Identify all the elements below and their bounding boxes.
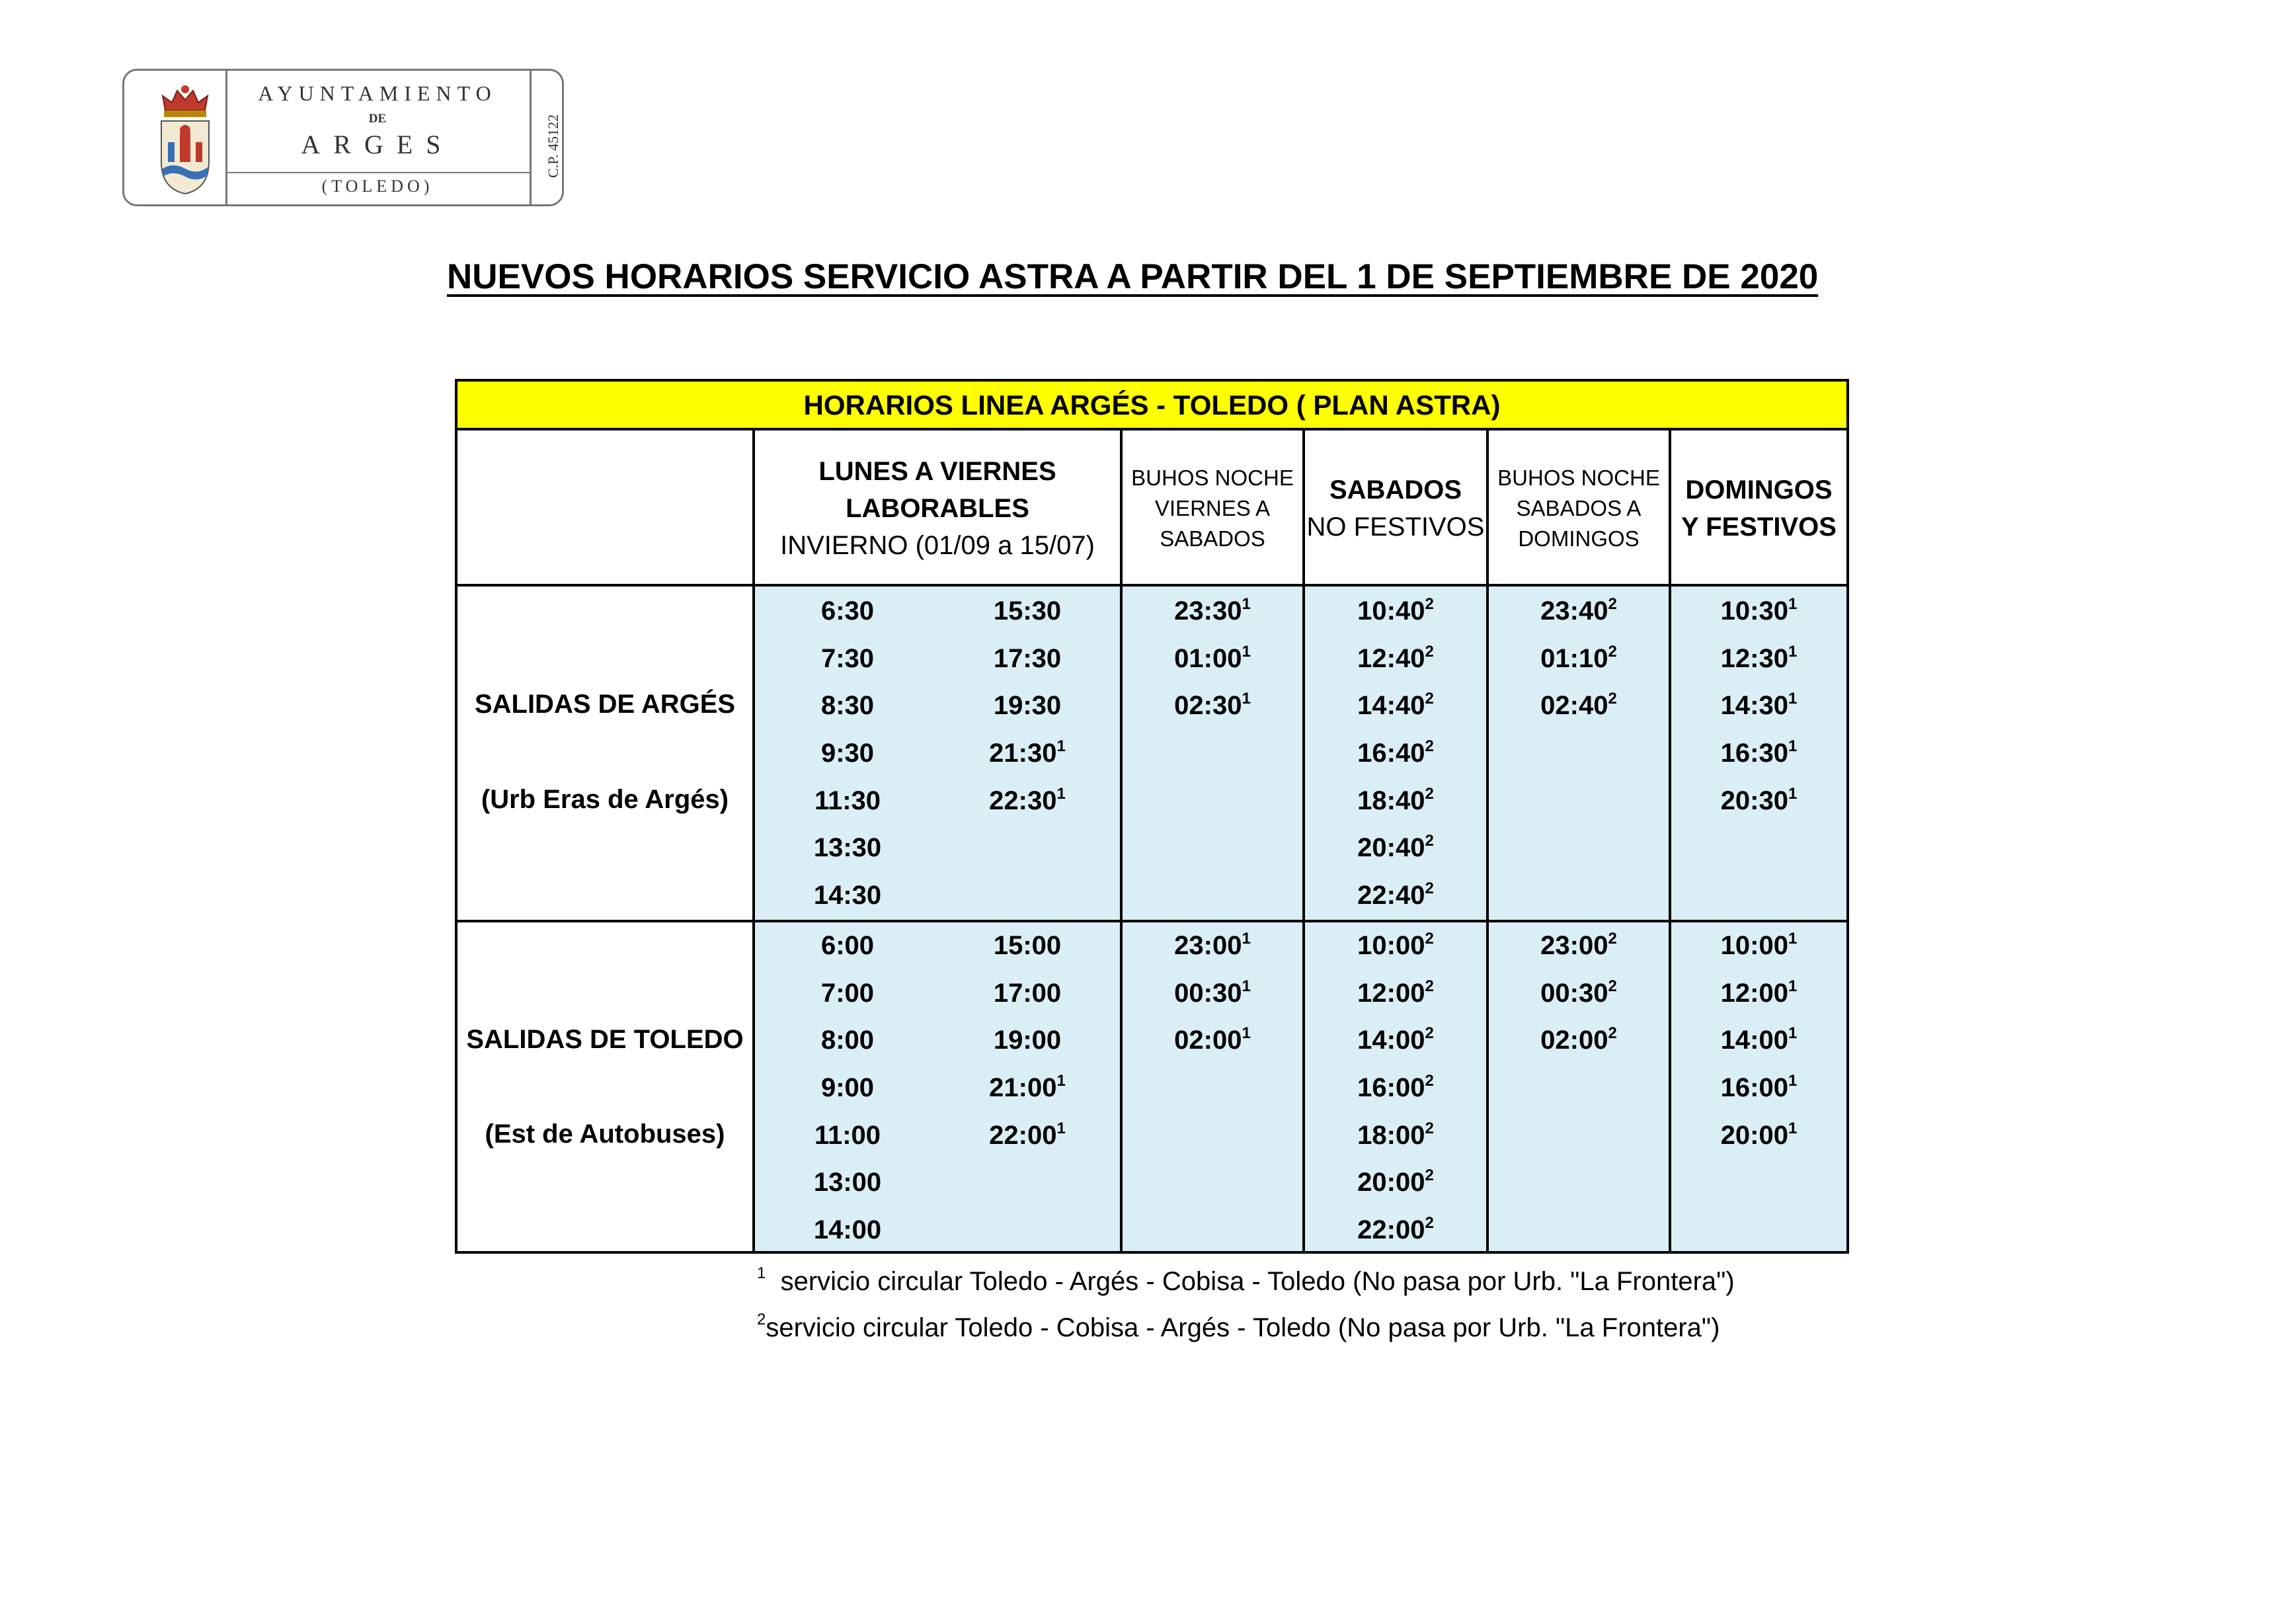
header-buhos-saturday: BUHOS NOCHE SABADOS A DOMINGOS	[1497, 466, 1660, 551]
section-label-arges: SALIDAS DE ARGÉS	[474, 690, 736, 719]
times-buhos-friday	[1123, 922, 1302, 1065]
departure-time: $02:30^1$	[1174, 690, 1251, 721]
departure-time: $16:00^2$	[1357, 1072, 1434, 1103]
footnote-text: servicio circular Toledo - Cobisa - Argés - Toledo (No pasa por Urb. "La Frontera")	[766, 1313, 1720, 1342]
footnote-mark: 1	[1788, 737, 1798, 756]
departure-time: $18:00^2$	[1357, 1119, 1434, 1150]
times-sunday	[1671, 922, 1846, 1159]
departure-time: 13:30	[813, 833, 882, 863]
times-buhos-saturday	[1489, 922, 1669, 1065]
departure-time: $23:00^1$	[1174, 930, 1251, 960]
departure-time: 15:30	[993, 596, 1062, 626]
footnote-1	[757, 1264, 1735, 1297]
departure-time: 14:30	[813, 881, 882, 911]
departure-time: 8:00	[820, 1026, 875, 1055]
timetable	[455, 379, 1849, 1254]
footnote-mark: 1	[1242, 1024, 1251, 1043]
departure-time: $12:00^1$	[1720, 977, 1798, 1008]
departure-time: $16:00^1$	[1720, 1072, 1798, 1103]
departure-time: 15:00	[993, 931, 1062, 960]
times-weekday-b	[948, 588, 1107, 825]
departure-time: $10:40^2$	[1357, 595, 1434, 626]
letterhead	[122, 69, 564, 206]
departure-time: $23:00^2$	[1540, 930, 1617, 960]
section-sublabel-arges: (Urb Eras de Argés)	[481, 785, 729, 814]
departure-time: 6:00	[820, 931, 875, 960]
departure-time: $20:00^2$	[1357, 1166, 1434, 1198]
departure-time: $14:40^2$	[1357, 690, 1434, 721]
times-weekday-b	[948, 922, 1107, 1159]
departure-time: $22:00^1$	[989, 1119, 1066, 1150]
footnote-mark: 2	[1425, 737, 1434, 756]
footnote-mark: 1	[1242, 690, 1251, 708]
header-sunday: DOMINGOS Y FESTIVOS	[1681, 475, 1837, 542]
footnote-mark: 1	[1788, 1119, 1798, 1137]
footnote-mark: 1	[1242, 930, 1251, 948]
footnote-mark: 2	[1425, 930, 1434, 948]
coat-of-arms-icon	[153, 83, 217, 196]
page-title: NUEVOS HORARIOS SERVICIO ASTRA A PARTIR DEL 1 DE SEPTIEMBRE DE 2020	[447, 257, 1819, 296]
row-label-column	[457, 587, 752, 1251]
footnote-mark: 1	[1788, 1072, 1798, 1090]
departure-time: $12:00^2$	[1357, 977, 1434, 1008]
departure-time: $21:00^1$	[989, 1072, 1066, 1103]
departure-time: 7:00	[820, 978, 875, 1008]
footnote-mark: 2	[1425, 832, 1434, 850]
footnote-mark: 1	[1056, 1072, 1066, 1090]
times-weekday-a	[768, 922, 927, 1254]
footnote-mark: 2	[1425, 1166, 1434, 1185]
times-saturday	[1305, 588, 1486, 920]
footnote-mark: 2	[1425, 1119, 1434, 1137]
times-saturday	[1305, 922, 1486, 1254]
departure-time: 9:30	[820, 739, 875, 768]
departure-time: $12:40^2$	[1357, 642, 1434, 673]
departure-time: $00:30^2$	[1540, 977, 1617, 1008]
footnote-mark: 2	[757, 1311, 766, 1328]
footnote-mark: 2	[1608, 977, 1617, 995]
departure-time: $16:40^2$	[1357, 737, 1434, 768]
letterhead-rule	[225, 172, 530, 173]
departure-time: $18:40^2$	[1357, 784, 1434, 815]
departure-time: $20:30^1$	[1720, 784, 1798, 815]
departure-time: 8:30	[820, 691, 875, 721]
departure-time: $10:30^1$	[1720, 595, 1798, 626]
departure-time: $10:00^1$	[1720, 930, 1798, 960]
departure-time: $23:40^2$	[1540, 595, 1617, 626]
departure-time: $02:00^2$	[1540, 1024, 1617, 1055]
header-buhos-friday: BUHOS NOCHE VIERNES A SABADOS	[1131, 466, 1294, 551]
departure-time: $00:30^1$	[1174, 977, 1251, 1008]
postal-code: C.P. 45122	[545, 114, 561, 178]
departure-time: 17:00	[993, 978, 1062, 1008]
footnote-mark: 2	[1608, 690, 1617, 708]
footnote-mark: 2	[1425, 784, 1434, 803]
departure-time: 11:00	[814, 1120, 881, 1150]
departure-time: 14:00	[813, 1215, 882, 1245]
departure-time: $01:10^2$	[1540, 642, 1617, 673]
footnote-mark: 1	[1788, 930, 1798, 948]
footnote-mark: 2	[1425, 1024, 1434, 1043]
footnote-mark: 1	[1242, 977, 1251, 995]
departure-time: $12:30^1$	[1720, 642, 1798, 673]
times-buhos-friday	[1123, 588, 1302, 730]
footnote-mark: 1	[1788, 1024, 1798, 1043]
letterhead-divider	[530, 71, 532, 204]
letterhead-line4: (TOLEDO)	[321, 177, 434, 196]
departure-time: $22:30^1$	[989, 784, 1066, 815]
footnote-mark: 2	[1425, 1072, 1434, 1090]
departure-time: $21:30^1$	[989, 737, 1066, 768]
letterhead-line3: ARGES	[301, 130, 454, 159]
footnote-mark: 2	[1425, 977, 1434, 995]
departure-time: $22:00^2$	[1357, 1214, 1434, 1245]
footnote-mark: 2	[1425, 642, 1434, 661]
footnote-mark: 2	[1425, 595, 1434, 613]
times-buhos-saturday	[1489, 588, 1669, 730]
footnote-text: servicio circular Toledo - Argés - Cobisa - Toledo (No pasa por Urb. "La Frontera")	[780, 1267, 1735, 1296]
footnote-mark: 1	[1242, 642, 1251, 661]
departure-time: $14:30^1$	[1720, 690, 1798, 721]
departure-time: $23:30^1$	[1174, 595, 1251, 626]
footnote-mark: 1	[1242, 595, 1251, 613]
footnote-mark: 1	[1056, 1119, 1066, 1137]
table-banner: HORARIOS LINEA ARGÉS - TOLEDO ( PLAN ASTRA)	[457, 382, 1846, 430]
footnote-mark: 1	[1788, 642, 1798, 661]
departure-time: 13:00	[813, 1168, 882, 1198]
departure-time: 6:30	[820, 596, 875, 626]
footnote-mark: 2	[1425, 690, 1434, 708]
departure-time: 9:00	[820, 1073, 875, 1103]
departure-time: $02:00^1$	[1174, 1024, 1251, 1055]
footnote-mark: 2	[1425, 879, 1434, 898]
letterhead-line1: AYUNTAMIENTO	[258, 81, 497, 105]
departure-time: 19:30	[993, 691, 1062, 721]
departure-time: $14:00^1$	[1720, 1024, 1798, 1055]
letterhead-line2: DE	[368, 112, 387, 126]
footnote-mark: 2	[1425, 1214, 1434, 1233]
footnote-2	[757, 1313, 1720, 1343]
departure-time: 17:30	[993, 643, 1062, 673]
section-sublabel-toledo: (Est de Autobuses)	[485, 1119, 725, 1149]
departure-time: $02:40^2$	[1540, 690, 1617, 721]
header-saturday: SABADOS NO FESTIVOS	[1306, 475, 1485, 542]
footnote-mark: 2	[1608, 930, 1617, 948]
departure-time: $20:40^2$	[1357, 832, 1434, 863]
footnote-mark: 1	[1788, 977, 1798, 995]
departure-time: $22:40^2$	[1357, 879, 1434, 911]
footnote-mark: 1	[1056, 737, 1066, 756]
departure-time: 11:30	[814, 786, 881, 815]
departure-time: $01:00^1$	[1174, 642, 1251, 673]
section-label-toledo: SALIDAS DE TOLEDO	[466, 1025, 744, 1054]
departure-time: $20:00^1$	[1720, 1119, 1798, 1150]
times-sunday	[1671, 588, 1846, 825]
departure-time: 19:00	[993, 1026, 1062, 1055]
footnote-mark: 1	[757, 1264, 766, 1282]
times-weekday-a	[768, 588, 927, 920]
departure-time: $16:30^1$	[1720, 737, 1798, 768]
departure-time: 7:30	[820, 643, 875, 673]
footnote-mark: 1	[1788, 690, 1798, 708]
footnote-mark: 1	[1056, 784, 1066, 803]
footnote-mark: 2	[1608, 595, 1617, 613]
departure-time: $14:00^2$	[1357, 1024, 1434, 1055]
header-weekdays: LUNES A VIERNES LABORABLES INVIERNO (01/09 a 15/07)	[780, 457, 1095, 560]
footnote-mark: 2	[1608, 1024, 1617, 1043]
departure-time: $10:00^2$	[1357, 930, 1434, 960]
footnote-mark: 1	[1788, 784, 1798, 803]
footnote-mark: 1	[1788, 595, 1798, 613]
footnote-mark: 2	[1608, 642, 1617, 661]
